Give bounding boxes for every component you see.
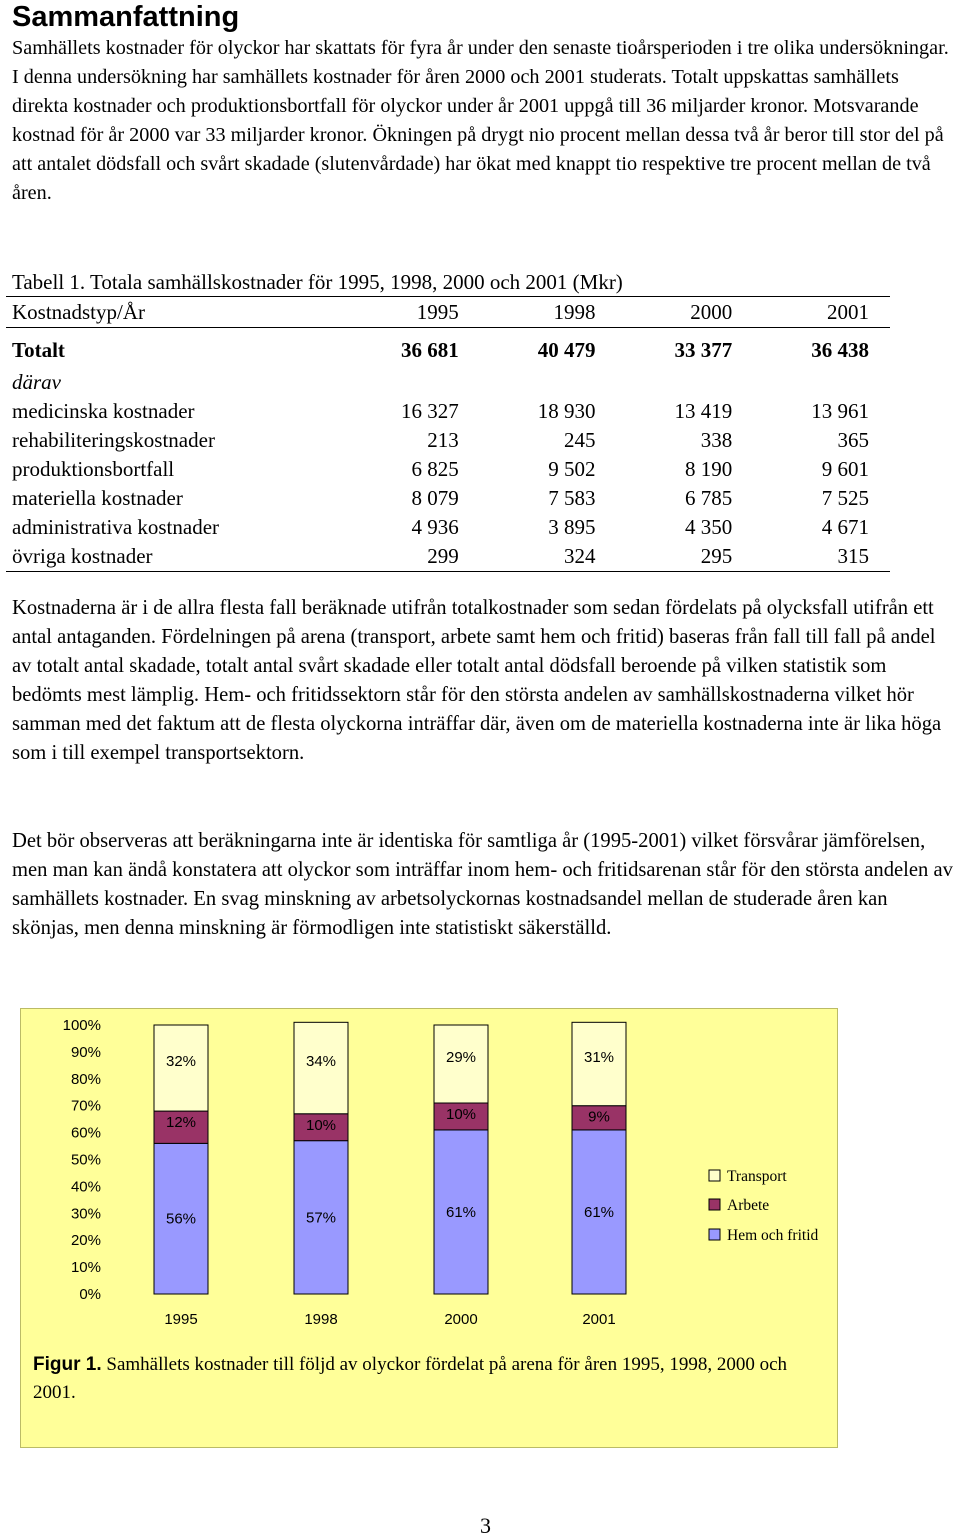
table-row	[6, 397, 890, 426]
table-cell: 365	[837, 428, 869, 452]
table-cell: 40 479	[537, 337, 596, 362]
table-header-cell: 2001	[827, 299, 869, 324]
table-row	[6, 484, 890, 513]
data-label: 12%	[165, 1114, 197, 1132]
data-label: 32%	[165, 1053, 197, 1071]
table-subheading-row	[6, 368, 890, 397]
data-label: 34%	[305, 1053, 337, 1071]
table-cell: 8 079	[411, 486, 459, 510]
table-cell: 6 785	[685, 486, 733, 510]
table-cell: 33 377	[674, 337, 733, 362]
table-cell: materiella kostnader	[12, 486, 183, 510]
table-cell: 9 502	[548, 457, 596, 481]
x-tick-label: 2000	[444, 1311, 478, 1328]
data-label: 31%	[583, 1049, 615, 1067]
table-cell: 8 190	[685, 457, 733, 481]
legend-swatch	[709, 1170, 720, 1181]
legend-swatch	[709, 1199, 720, 1210]
stacked-bar-chart	[21, 1009, 837, 1349]
y-tick-label: 10%	[70, 1259, 101, 1277]
y-tick-label: 80%	[70, 1070, 101, 1088]
table-cell: 9 601	[821, 457, 869, 481]
table-cell: 4 936	[411, 515, 459, 539]
table-cell: rehabiliteringskostnader	[12, 428, 215, 452]
data-label: 10%	[305, 1116, 337, 1134]
table-header-cell: 1998	[553, 299, 596, 324]
figure-box	[20, 1008, 838, 1448]
table-row	[6, 455, 890, 484]
table-cell: 13 419	[674, 399, 733, 423]
table-cell: 324	[564, 544, 596, 568]
table-total-row	[6, 328, 890, 369]
body-paragraph: Kostnaderna är i de allra flesta fall beräknade utifrån totalkostnader som sedan fördelats på olycksfall utifrån ett antal antaganden. Fördelningen på arena (transport, arbete samt hem och fritid) baseras från fall till fall på andel av totalt antal skadade, totalt antal svårt skadade eller totalt antal dödsfall beroende på vilken statistik som bedömts mest lämplig. Hem- och fritidssektorn står för den största andelen av samhällskostnaderna vilket hör samman med det faktum att de flesta olyckorna inträffar där, även om de materiella kostnaderna inte är lika höga som i till exempel transportsektorn.	[12, 597, 942, 764]
table-cell: 36 681	[401, 337, 459, 362]
table-cell: 213	[427, 428, 459, 452]
table-cell: 7 525	[821, 486, 869, 510]
x-tick-label: 1998	[304, 1311, 338, 1328]
legend-label: Arbete	[727, 1197, 770, 1214]
table-cell: 245	[564, 428, 596, 452]
table-row	[6, 426, 890, 455]
data-label: 57%	[305, 1209, 337, 1227]
table-cell: 299	[427, 544, 459, 568]
table-title: Tabell 1. Totala samhällskostnader för 1995, 1998, 2000 och 2001 (Mkr)	[12, 270, 623, 294]
table-cell: produktionsbortfall	[12, 457, 175, 481]
table-cell: därav	[12, 370, 61, 394]
table-header-cell: 1995	[416, 299, 459, 324]
y-tick-label: 30%	[70, 1205, 101, 1223]
y-tick-label: 50%	[70, 1151, 101, 1169]
data-label: 56%	[165, 1210, 197, 1228]
table-cell: 13 961	[811, 399, 869, 423]
table-cell: administrativa kostnader	[12, 515, 220, 539]
page-heading: Sammanfattning	[12, 1, 240, 33]
table-cell: 4 350	[685, 515, 733, 539]
data-label: 9%	[588, 1108, 610, 1126]
table-row	[6, 542, 890, 572]
table-cell: Totalt	[12, 337, 65, 362]
table-header-row	[6, 297, 890, 328]
table-cell: 3 895	[548, 515, 596, 539]
table-header-cell: 2000	[690, 299, 733, 324]
y-tick-label: 100%	[62, 1017, 101, 1034]
data-label: 61%	[583, 1203, 615, 1221]
x-tick-label: 1995	[164, 1311, 198, 1328]
legend-label: Hem och fritid	[727, 1227, 819, 1244]
table-cell: medicinska kostnader	[12, 399, 195, 423]
table-cell: 338	[700, 428, 733, 452]
y-tick-label: 20%	[70, 1232, 101, 1250]
y-tick-label: 60%	[70, 1124, 101, 1142]
y-tick-label: 0%	[79, 1286, 101, 1303]
legend-swatch	[709, 1229, 720, 1240]
table-header-cell: Kostnadstyp/År	[12, 299, 145, 324]
data-label: 29%	[445, 1049, 477, 1067]
data-label: 61%	[445, 1203, 477, 1221]
y-tick-label: 70%	[70, 1097, 101, 1115]
x-tick-label: 2001	[582, 1311, 616, 1328]
table-cell: 4 671	[821, 515, 869, 539]
y-tick-label: 90%	[70, 1043, 101, 1061]
body-paragraph: Det bör observeras att beräkningarna inte är identiska för samtliga år (1995-2001) vilket försvårar jämförelsen, men man kan ändå konstatera att olyckor som inträffar inom hem- och fritidsarenan står för den största andelen av samhällets kostnader. En svag minskning av arbetsolyckornas kostnadsandel mellan de studerade åren kan skönjas, men denna minskning är förmodligen inte statistiskt säkerställd.	[12, 830, 953, 939]
cost-table	[6, 296, 890, 572]
figure-caption-label: Figur 1.	[33, 1354, 102, 1375]
y-tick-label: 40%	[70, 1178, 101, 1196]
page-number: 3	[480, 1513, 491, 1538]
table-cell: 315	[837, 544, 869, 568]
legend-label: Transport	[727, 1168, 787, 1185]
table-cell: 36 438	[811, 337, 869, 362]
table-cell: övriga kostnader	[12, 544, 153, 568]
table-cell: 7 583	[548, 486, 596, 510]
table-cell: 16 327	[401, 399, 459, 423]
intro-paragraph: Samhällets kostnader för olyckor har skattats för fyra år under den senaste tioårsperioden i tre olika undersökningar. I denna undersökning har samhällets kostnader för åren 2000 och 2001 studerats. Totalt uppskattas samhällets direkta kostnader och produktionsbortfall för olyckor under år 2001 uppgå till 36 miljarder kronor. Motsvarande kostnad för år 2000 var 33 miljarder kronor. Ökningen på drygt nio procent mellan dessa två år beror till stor del på att antalet dödsfall och svårt skadade (slutenvårdade) har ökat med knappt tio respektive tre procent mellan de två åren.	[12, 37, 949, 204]
table-cell: 6 825	[411, 457, 459, 481]
figure-caption-text: Samhällets kostnader till följd av olyckor fördelat på arena för åren 1995, 1998, 2000 och 2001.	[33, 1354, 788, 1403]
table-cell: 18 930	[537, 399, 596, 423]
figure-caption	[33, 1351, 833, 1407]
table-row	[6, 513, 890, 542]
table-cell: 295	[700, 544, 733, 568]
data-label: 10%	[445, 1106, 477, 1124]
